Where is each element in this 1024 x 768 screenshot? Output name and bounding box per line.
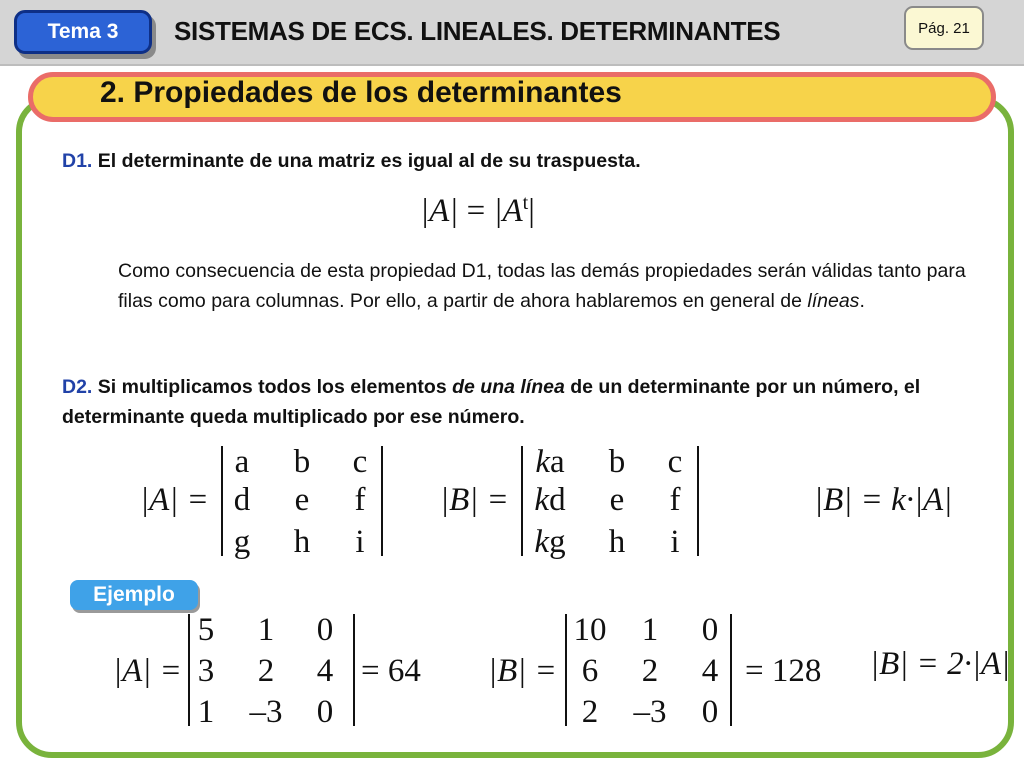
- section-title: 2. Propiedades de los determinantes: [100, 76, 622, 109]
- gen-a-cell-0-1: b: [293, 444, 311, 480]
- general-b-bar-left: [521, 446, 523, 556]
- general-b-label: |B| =: [440, 482, 509, 518]
- gen-b-cell-2-1: h: [608, 524, 626, 560]
- page-number: Pág. 21: [904, 6, 984, 50]
- example-a-label: |A| =: [113, 653, 182, 689]
- general-a-bar-left: [221, 446, 223, 556]
- d2-label: D2.: [62, 376, 93, 398]
- gen-b-cell-0-0: ka: [535, 444, 565, 480]
- ex-a-cell-2-2: 0: [316, 694, 334, 730]
- d1-formula-end: |: [528, 193, 535, 229]
- gen-b-cell-2-2: i: [670, 524, 680, 560]
- general-relation: |B| = k·|A|: [814, 482, 953, 518]
- ex-a-cell-2-0: 1: [197, 694, 215, 730]
- d2-text-1: Si multiplicamos todos los elementos: [97, 376, 453, 398]
- general-a-label: |A| =: [140, 482, 209, 518]
- gen-a-cell-0-0: a: [234, 444, 250, 480]
- d1-consequence: [118, 256, 968, 316]
- ex-b-cell-0-1: 1: [641, 612, 659, 648]
- d1-label: D1.: [62, 150, 93, 172]
- example-a-bar-left: [188, 614, 190, 726]
- d1-para-end: .: [859, 290, 865, 312]
- d1-formula-rhs: |A: [493, 193, 523, 229]
- gen-a-cell-1-0: d: [233, 482, 251, 518]
- example-relation: |B| = 2·|A|: [870, 646, 1011, 682]
- gen-a-cell-0-2: c: [352, 444, 368, 480]
- gen-b-cell-0-1: b: [608, 444, 626, 480]
- example-a-bar-right: [353, 614, 355, 726]
- gen-b-cell-0-2: c: [667, 444, 683, 480]
- gen-b-cell-1-1: e: [609, 482, 625, 518]
- gen-a-cell-1-2: f: [354, 482, 366, 518]
- ex-a-cell-0-0: 5: [197, 612, 215, 648]
- d1-formula-sup: t: [522, 192, 529, 214]
- unit-title: SISTEMAS DE ECS. LINEALES. DETERMINANTES: [174, 16, 781, 46]
- d1-formula: [420, 192, 535, 230]
- gen-a-cell-2-0: g: [233, 524, 251, 560]
- example-b-label: |B| =: [488, 653, 557, 689]
- d1-statement: [62, 150, 641, 173]
- d1-para-text: Como consecuencia de esta propiedad D1, todas las demás propiedades serán válidas tanto para filas como para columnas. Por ello, a partir de ahora hablaremos en general de: [118, 260, 966, 312]
- ex-a-cell-0-2: 0: [316, 612, 334, 648]
- d2-statement: [62, 372, 982, 432]
- general-b-bar-right: [697, 446, 699, 556]
- example-b-bar-left: [565, 614, 567, 726]
- gen-a-cell-2-1: h: [293, 524, 311, 560]
- ex-b-cell-1-0: 6: [581, 653, 599, 689]
- gen-b-cell-2-0: kg: [534, 524, 566, 560]
- gen-a-cell-1-1: e: [294, 482, 310, 518]
- ex-a-cell-1-0: 3: [197, 653, 215, 689]
- d1-formula-eq: =: [466, 193, 486, 229]
- ex-a-cell-0-1: 1: [257, 612, 275, 648]
- d2-text-em: de una línea: [452, 376, 565, 398]
- ex-b-cell-2-2: 0: [701, 694, 719, 730]
- d1-para-em: líneas: [807, 290, 860, 312]
- example-a-result: = 64: [361, 653, 421, 689]
- ex-b-cell-1-1: 2: [641, 653, 659, 689]
- ex-b-cell-0-2: 0: [701, 612, 719, 648]
- example-b-bar-right: [730, 614, 732, 726]
- d2-text-2: de un determinante por un número, el determinante queda multiplicado por ese número.: [62, 376, 921, 428]
- gen-b-cell-1-0: kd: [534, 482, 566, 518]
- tema-badge: Tema 3: [14, 10, 152, 54]
- ex-a-cell-1-1: 2: [257, 653, 275, 689]
- example-b-result: = 128: [745, 653, 822, 689]
- ejemplo-badge: Ejemplo: [70, 580, 198, 610]
- ex-b-cell-1-2: 4: [701, 653, 719, 689]
- d1-text: El determinante de una matriz es igual al de su traspuesta.: [97, 150, 641, 172]
- ex-a-cell-1-2: 4: [316, 653, 334, 689]
- general-a-bar-right: [381, 446, 383, 556]
- d1-formula-lhs: |A|: [420, 193, 459, 229]
- gen-a-cell-2-2: i: [355, 524, 365, 560]
- ex-b-cell-2-1: –3: [633, 694, 667, 730]
- ex-b-cell-0-0: 10: [573, 612, 607, 648]
- gen-b-cell-1-2: f: [669, 482, 681, 518]
- ex-b-cell-2-0: 2: [581, 694, 599, 730]
- ex-a-cell-2-1: –3: [249, 694, 283, 730]
